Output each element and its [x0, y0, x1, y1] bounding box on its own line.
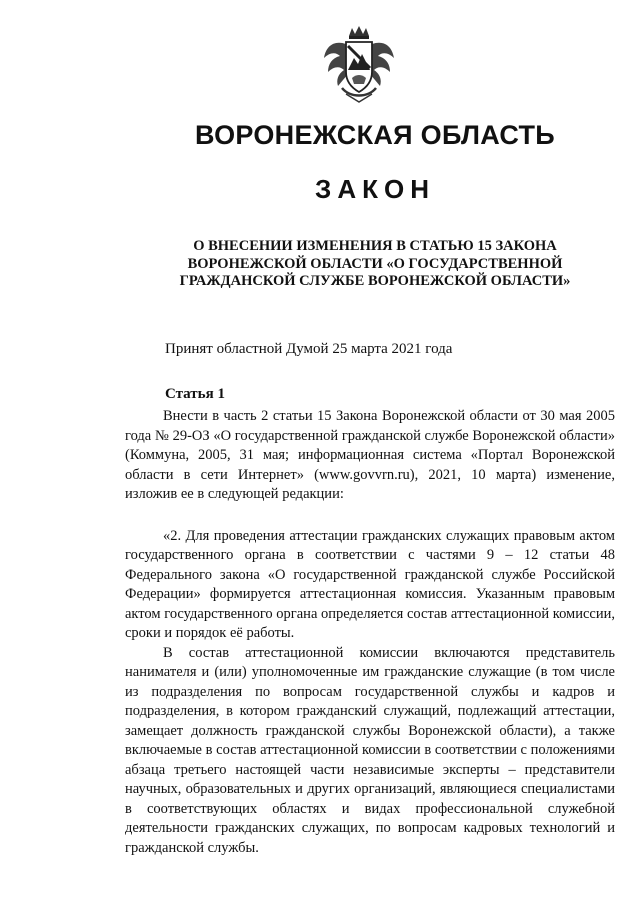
- region-name: ВОРОНЕЖСКАЯ ОБЛАСТЬ: [194, 120, 556, 150]
- paragraph: «2. Для проведения аттестации гражданских служащих правовым актом государственного органа в соответствии с частями 9 – 12 статьи 48 Федерального закона «О государственной гражданской службе Российской Федерации» формируется аттестационная комиссия. Указанным правовым актом государственного органа определяется состав аттестационной комиссии, сроки и порядок её работы.: [125, 527, 615, 641]
- paragraph: В состав аттестационной комиссии включаются представитель нанимателя и (или) уполномоченные им гражданские служащие (в том числе из подразделения по вопросам государственной службы и кадров и подразделения, в котором гражданский служащий, подлежащий аттестации, замещает должность гражданской службы Воронежской области), а также включаемые в состав аттестационной комиссии в соответствии с положениями абзаца третьего настоящей части независимые эксперты – представители научных, образовательных и других организаций, являющиеся специалистами в соответствующих областях и видах профессиональной служебной деятельности гражданских служащих, по вопросам кадровых технологий и гражданской службы.: [125, 644, 615, 856]
- article-body: [125, 407, 615, 858]
- coat-of-arms-icon: [316, 22, 402, 104]
- article-heading: Статья 1: [165, 386, 225, 402]
- adoption-note: Принят областной Думой 25 марта 2021 года: [165, 341, 453, 357]
- document-type: ЗАКОН: [315, 174, 435, 204]
- law-title: О ВНЕСЕНИИ ИЗМЕНЕНИЯ В СТАТЬЮ 15 ЗАКОНА ВОРОНЕЖСКОЙ ОБЛАСТИ «О ГОСУДАРСТВЕННОЙ ГРАЖДАНСКОЙ СЛУЖБЕ ВОРОНЕЖСКОЙ ОБЛАСТИ»: [179, 238, 571, 289]
- paragraph: Внести в часть 2 статьи 15 Закона Воронежской области от 30 мая 2005 года № 29-ОЗ «О государственной гражданской службе Воронежской области» (Коммуна, 2005, 31 мая; информационная система «Портал Воронежской области в сети Интернет» (www.govvrn.ru), 2021, 10 марта) изменение, изложив ее в следующей редакции:: [125, 408, 615, 502]
